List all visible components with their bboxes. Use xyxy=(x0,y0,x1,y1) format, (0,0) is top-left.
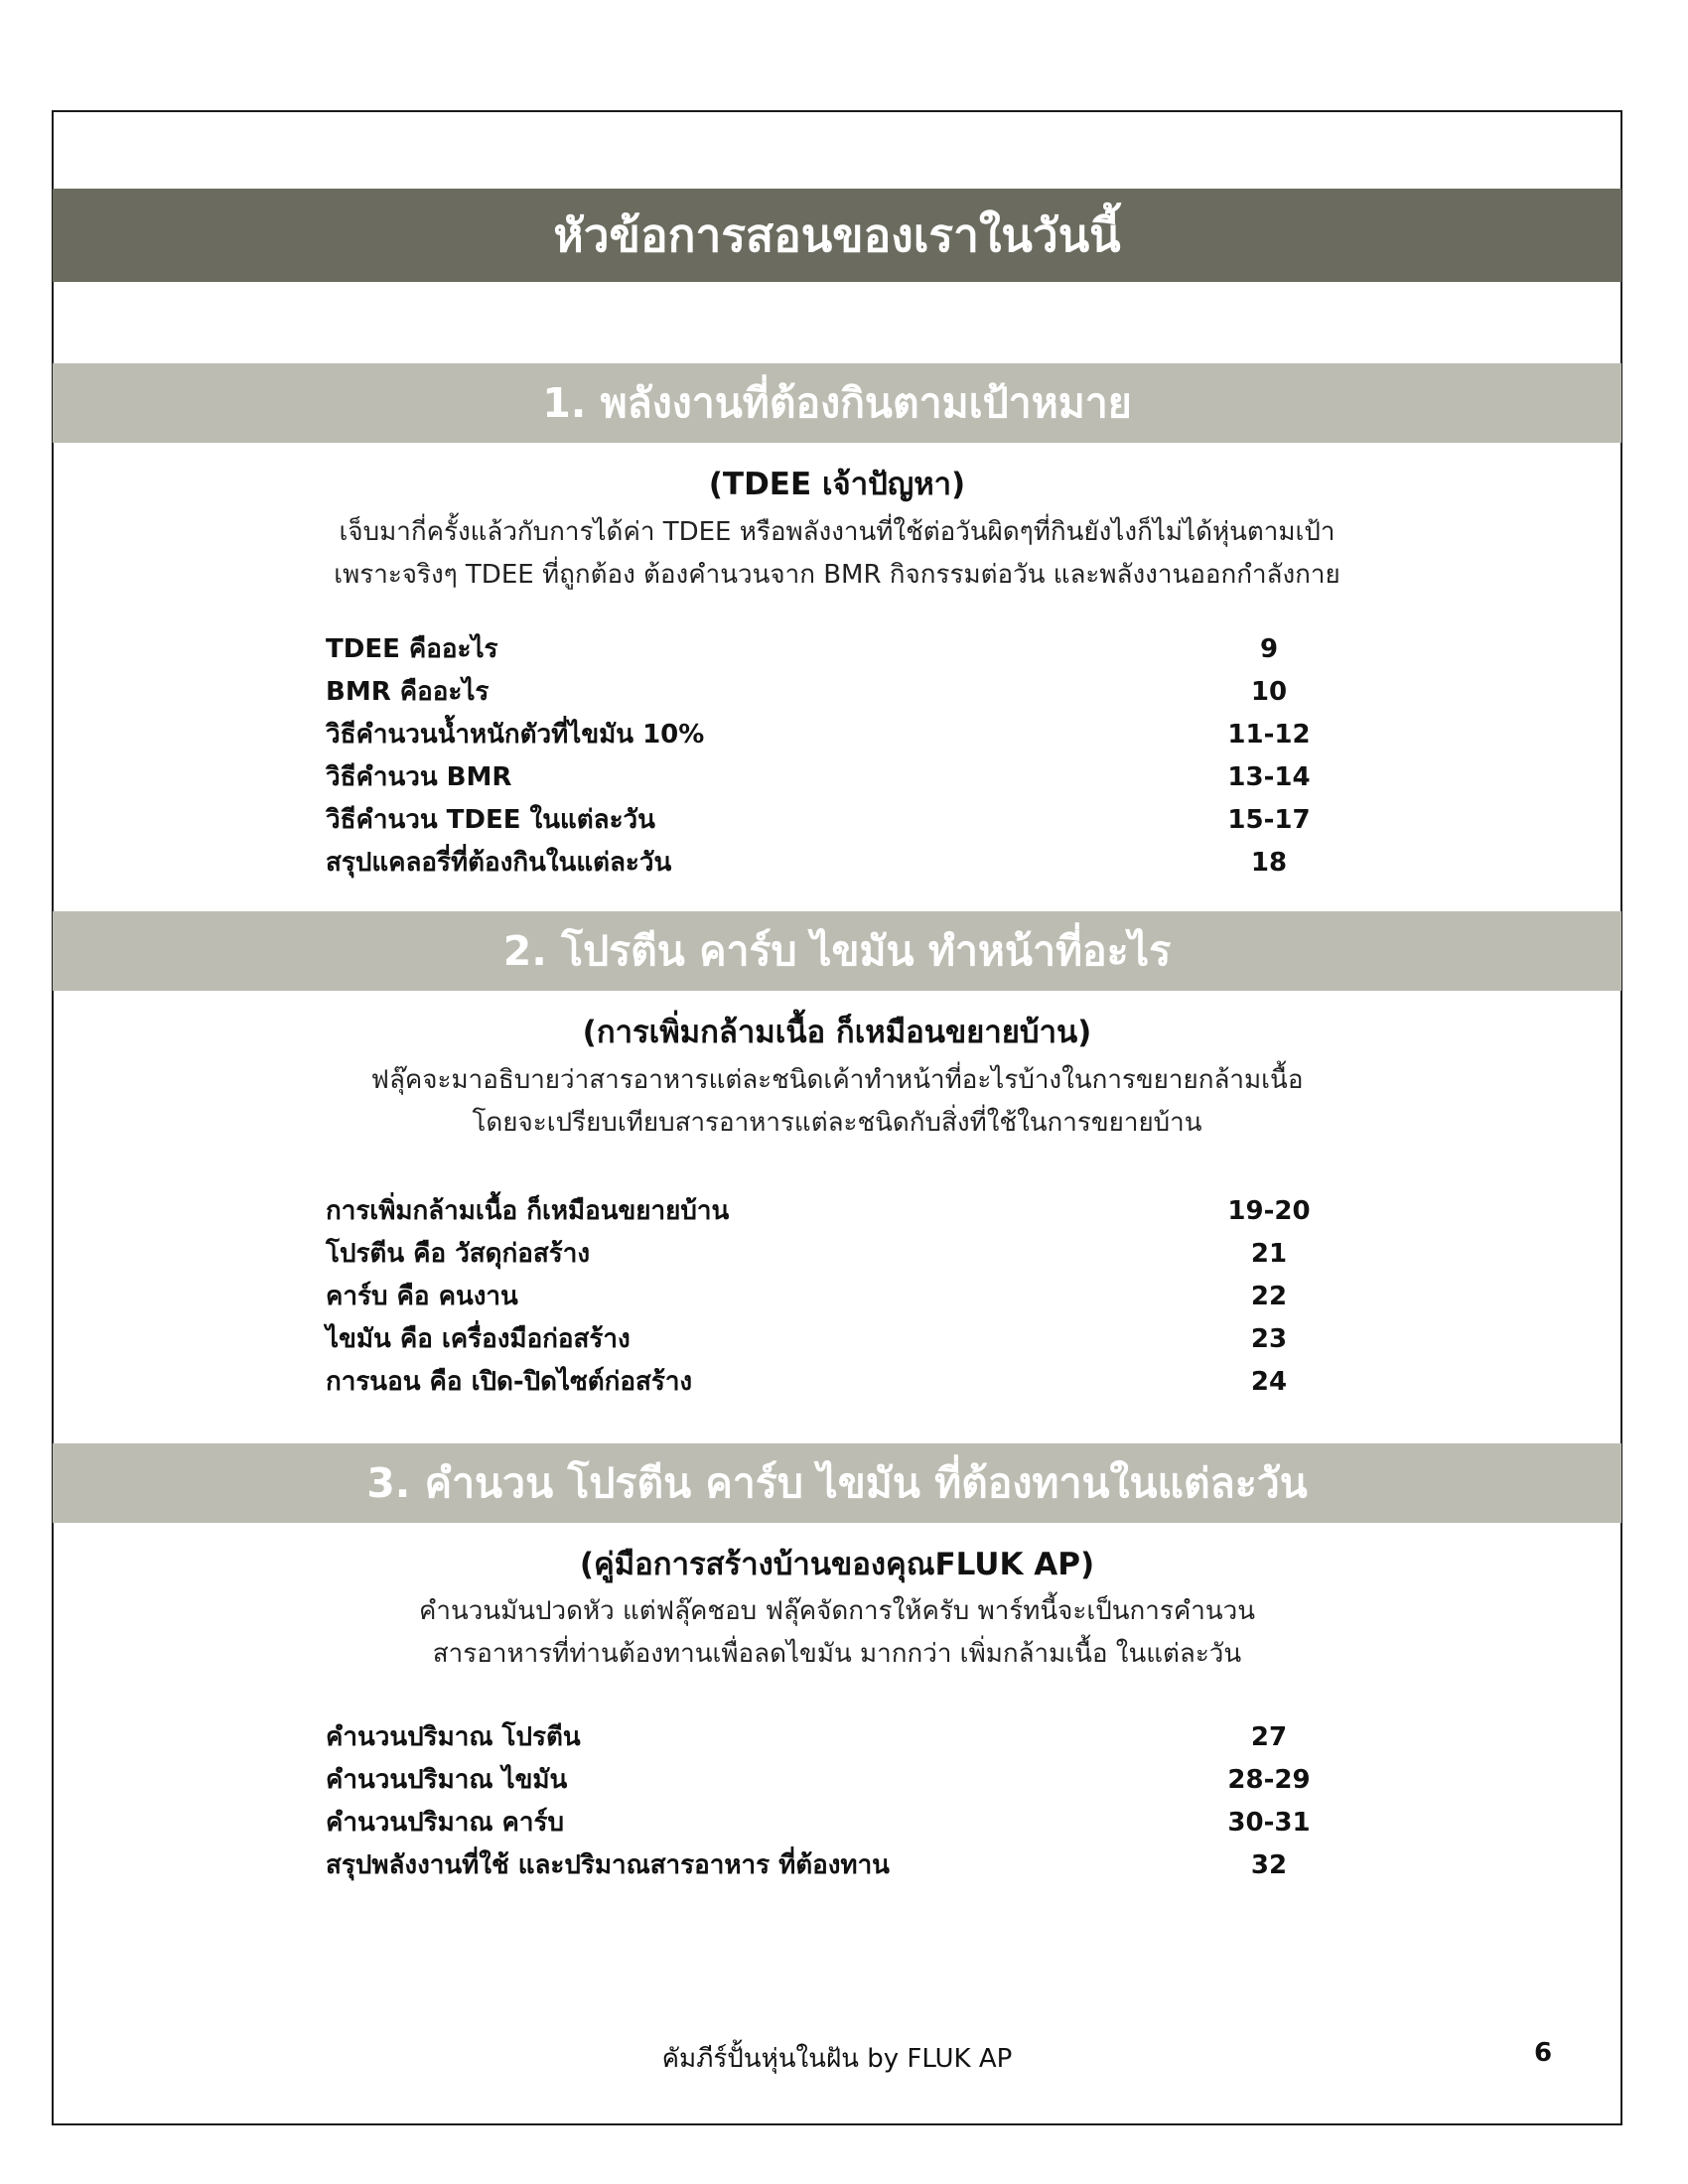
toc-item-title: คำนวนปริมาณ ไขมัน xyxy=(326,1765,568,1795)
toc-row[interactable] xyxy=(326,755,1338,798)
footer-book-title: คัมภีร์ปั้นหุ่นในฝัน by FLUK AP xyxy=(661,2044,1013,2074)
toc-item-page: 9 xyxy=(1259,633,1279,664)
toc-row[interactable] xyxy=(326,1715,1338,1758)
section-3-description xyxy=(53,1590,1621,1676)
section-2-description-line: โดยจะเปรียบเทียบสารอาหารแต่ละชนิดกับสิ่งที่ใช้ในการขยายบ้าน xyxy=(472,1108,1202,1138)
section-3-toc xyxy=(326,1715,1338,1886)
section-3-heading: 3. คำนวน โปรตีน คาร์บ ไขมัน ที่ต้องทานในแต่ละวัน xyxy=(366,1458,1308,1507)
toc-row[interactable] xyxy=(326,1232,1338,1275)
toc-item-page: 22 xyxy=(1250,1281,1288,1311)
section-2-heading: 2. โปรตีน คาร์บ ไขมัน ทำหน้าที่อะไร xyxy=(502,926,1172,975)
toc-item-title: วิธีคำนวน TDEE ในแต่ละวัน xyxy=(326,805,655,835)
section-1-toc xyxy=(326,627,1338,884)
toc-item-page: 23 xyxy=(1250,1323,1288,1354)
toc-item-title: คำนวนปริมาณ โปรตีน xyxy=(326,1722,581,1752)
toc-row[interactable] xyxy=(326,1317,1338,1360)
toc-item-page: 11-12 xyxy=(1227,719,1311,750)
toc-item-title: สรุปพลังงานที่ใช้ และปริมาณสารอาหาร ที่ต้องทาน xyxy=(326,1850,890,1880)
toc-item-page: 21 xyxy=(1250,1238,1288,1269)
toc-item-page: 19-20 xyxy=(1227,1195,1311,1226)
section-1-heading: 1. พลังงานที่ต้องกินตามเป้าหมาย xyxy=(542,378,1132,427)
toc-item-page: 30-31 xyxy=(1227,1807,1311,1838)
section-2-description-line: ฟลุ๊คจะมาอธิบายว่าสารอาหารแต่ละชนิดเค้าทำหน้าที่อะไรบ้างในการขยายกล้ามเนื้อ xyxy=(370,1065,1304,1095)
toc-row[interactable] xyxy=(326,1801,1338,1843)
section-3-description-line: สารอาหารที่ท่านต้องทานเพื่อลดไขมัน มากกว่า เพิ่มกล้ามเนื้อ ในแต่ละวัน xyxy=(432,1639,1242,1669)
section-1-description-line: เพราะจริงๆ TDEE ที่ถูกต้อง ต้องคำนวนจาก BMR กิจกรรมต่อวัน และพลังงานออกกำลังกาย xyxy=(334,560,1340,590)
toc-item-title: การเพิ่มกล้ามเนื้อ ก็เหมือนขยายบ้าน xyxy=(326,1196,730,1226)
toc-item-page: 10 xyxy=(1250,676,1288,707)
toc-item-page: 15-17 xyxy=(1227,804,1311,835)
toc-item-page: 24 xyxy=(1250,1366,1288,1397)
toc-item-page: 32 xyxy=(1250,1849,1288,1880)
toc-row[interactable] xyxy=(326,1758,1338,1801)
section-3-description-line: คำนวนมันปวดหัว แต่ฟลุ๊คชอบ ฟลุ๊คจัดการให้ครับ พาร์ทนี้จะเป็นการคำนวน xyxy=(419,1596,1255,1626)
page-title: หัวข้อการสอนของเราในวันนี้ xyxy=(553,207,1121,262)
page-number: 6 xyxy=(1534,2038,1553,2068)
toc-item-title: ไขมัน คือ เครื่องมือก่อสร้าง xyxy=(326,1324,631,1354)
main-title-banner xyxy=(53,189,1621,282)
toc-item-page: 13-14 xyxy=(1227,761,1311,792)
toc-item-title: โปรตีน คือ วัสดุก่อสร้าง xyxy=(326,1239,591,1269)
toc-row[interactable] xyxy=(326,1843,1338,1886)
section-1-description xyxy=(53,511,1621,597)
toc-row[interactable] xyxy=(326,713,1338,755)
toc-row[interactable] xyxy=(326,1360,1338,1403)
toc-item-title: TDEE คืออะไร xyxy=(326,634,498,664)
toc-item-page: 27 xyxy=(1250,1721,1288,1752)
section-1-subtitle: (TDEE เจ้าปัญหา) xyxy=(708,467,966,502)
toc-row[interactable] xyxy=(326,798,1338,841)
section-2-toc xyxy=(326,1189,1338,1403)
toc-item-page: 18 xyxy=(1250,847,1288,878)
section-2-subtitle: (การเพิ่มกล้ามเนื้อ ก็เหมือนขยายบ้าน) xyxy=(582,1015,1092,1050)
toc-row[interactable] xyxy=(326,627,1338,670)
toc-item-title: คาร์บ คือ คนงาน xyxy=(326,1282,518,1311)
section-3-banner xyxy=(53,1443,1621,1523)
toc-row[interactable] xyxy=(326,1275,1338,1317)
toc-row[interactable] xyxy=(326,841,1338,884)
toc-item-title: BMR คืออะไร xyxy=(326,677,490,707)
toc-item-title: วิธีคำนวนน้ำหนักตัวที่ไขมัน 10% xyxy=(326,720,705,750)
section-2-description xyxy=(53,1059,1621,1145)
toc-item-title: การนอน คือ เปิด-ปิดไซต์ก่อสร้าง xyxy=(326,1367,693,1397)
toc-item-title: สรุปแคลอรี่ที่ต้องกินในแต่ละวัน xyxy=(326,848,672,878)
section-3-subtitle: (คู่มือการสร้างบ้านของคุณFLUK AP) xyxy=(579,1547,1095,1582)
toc-row[interactable] xyxy=(326,670,1338,713)
section-1-description-line: เจ็บมากี่ครั้งแล้วกับการได้ค่า TDEE หรือพลังงานที่ใช้ต่อวันผิดๆที่กินยังไงก็ไม่ได้หุ่นตามเป้า xyxy=(339,517,1336,547)
toc-item-page: 28-29 xyxy=(1227,1764,1311,1795)
toc-item-title: วิธีคำนวน BMR xyxy=(326,762,512,792)
section-2-banner xyxy=(53,911,1621,991)
toc-item-title: คำนวนปริมาณ คาร์บ xyxy=(326,1808,564,1838)
toc-row[interactable] xyxy=(326,1189,1338,1232)
section-1-banner xyxy=(53,363,1621,443)
